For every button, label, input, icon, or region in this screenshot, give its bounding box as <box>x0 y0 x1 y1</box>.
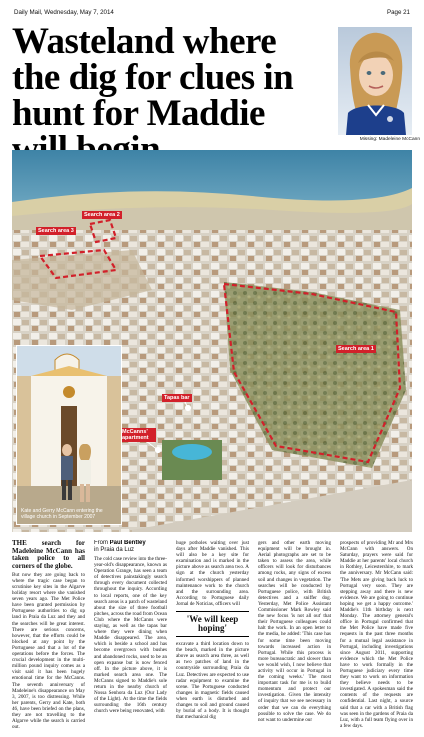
byline <box>94 540 167 554</box>
article-text: huge potholes waiting over just days after Maddie vanished. This will also be a key site for examination and is marked in the picture above as search area two. A sign at the church yesterday informed worshippers of planned maintenance work to the church and the surrounding area. According to Portuguese daily Jornal de Noticias, officers will <box>176 540 249 607</box>
article-column-3 <box>176 540 249 730</box>
article-text: excavate a third location down to the beach, marked in the picture above as search area three, as well as two patches of land in the countryside surrounding Praia da Luz. Detectives are expected to use radar equipment to examine the scene. The Portuguese conducted changes in magnetic fields caused when earth is disturbed and changes to soil and ground caused by burial of a body. It is thought that mechanical dig <box>176 641 249 721</box>
search-area-1-label: Search area 1 <box>338 346 374 352</box>
article-column-4 <box>258 540 331 730</box>
article-text: prospects of providing Mr and Mrs McCann with answers. On Saturday, prayers were said for Maddie at her parents' local church in Rothley, Leicestershire, to mark the anniversary. Mr McCann said: 'The Mets are giving back luck to Portugal very soon. They are stepping away and there is new evidence. We are going to continue hoping we get a happy outcome.' Maddie's 11th birthday is next Monday. The attorney general's office in Portugal confirmed that the Met Police have made five requests in the past three months for a mutual legal assistance in Portugal, including investigations since August 2011, supporting evidence which the Met Police have to work formally in the Portuguese judiciary every time they want to work on information they believe needs to be investigated. A spokesman said the contents of the requests are confidential. Last night, a source said that a car with a British flag was seen in the gardens of Praia da Luz, with a full team flying over in a few days. <box>340 540 413 729</box>
search-area-3-label: Search area 3 <box>38 228 74 234</box>
madeleine-portrait <box>338 27 412 135</box>
mccanns-apartment-label: McCanns' apartment <box>120 428 156 442</box>
article-text: gers and other earth moving equipment will be brought in. Aerial photographs are set to be taken to assess the area, while officers will look for disturbances among rocks, any signs of excess soil and changes in vegetation. The searches will be conducted by Portuguese police, with British detectives and a sniffer dog. Yesterday, Met Police Assistant Commissioner Mark Rowley said the new focus 'is not all out' that their Portuguese colleagues could halt the work. In an open letter to the media, he added: 'This case has for some time been moving towards increased action in Portugal. While this process is more bureaucratic and slower than we would wish, I now believe that activity will occur in Portugal in the coming weeks.' The most important task for me is to build momentum and protect our investigation. Given the intensity of inquiry that we see necessary in order that we can do everything possible to solve the case. We do not want to undermine our <box>258 540 331 723</box>
page-header-dateline: Daily Mail, Wednesday, May 7, 2014 <box>14 9 114 16</box>
tapas-bar-label: Tapas bar <box>164 395 190 401</box>
article-column-2 <box>94 540 167 730</box>
pull-quote: 'We will keep hoping' <box>176 611 249 637</box>
byline-name: Paul Bentley <box>109 540 146 546</box>
page-number: Page 21 <box>386 9 410 16</box>
byline-place: in Praia da Luz <box>94 547 135 553</box>
byline-from: From <box>94 540 108 546</box>
article-text: But now they are going back to where the tragic case began to scrutinise key sites in the Algarve holiday resort where she vanished seven years ago. The Met Police have been granted permission by Portuguese authorities to dig up land in Praia da Luz and they and the searches will be great interest. There are serious concerns, however, that the efforts could be blocked at any point by the Portuguese and that a lot of the operations before the forces. The crucial development in the multi-million pound inquiry comes as a visit said it has been hugely emotional time for the McCanns. The seventh anniversary of Madeleine's disappearance on May 3, 2007, is too distressing. While her parents, Gerry and Kate, both 46, have been briefed on the plans, they are not travelling to the Algarve while the search is carried out. <box>12 571 85 730</box>
page-header <box>0 0 424 20</box>
church-inset-caption: Kate and Gerry McCann entering the village church in September 2007 <box>21 508 103 520</box>
article-column-5 <box>340 540 413 730</box>
headline: Wasteland where the dig for clues in hunt for Maddie <box>12 21 294 134</box>
church-inset-photo <box>16 345 122 525</box>
article-text: The cold case review into the three-year-old's disappearance, known as Operation Grange, has seen a team of detectives painstakingly search through every document collected throughout the inquiry. According to local reports, one of the key search areas is a patch of wasteland about the size of three football pitches, across the road from Ocean Club where the McCanns were staying, as well as the tapas bar where they were dining when Maddie disappeared. The area, which is beside a school and has become overgrown with bushes and abandoned rocks, used to be an open expanse but is now fenced off. In the picture above, it is marked search area one. The McCanns signed to Maddie's sole return in the nearby church of Nossa Senhora da Luz (Our Lady of the Light). At the time the fields surrounding the 16th century church were being renovated, with <box>94 556 167 715</box>
article-lede: THE search for Madeleine McCann has taken police to all corners of the globe. <box>12 540 85 571</box>
article-body <box>12 540 412 730</box>
search-area-2-label: Search area 2 <box>84 212 120 218</box>
portrait-caption: Missing: Madeleine McCann <box>359 137 420 142</box>
article-column-1 <box>12 540 85 730</box>
